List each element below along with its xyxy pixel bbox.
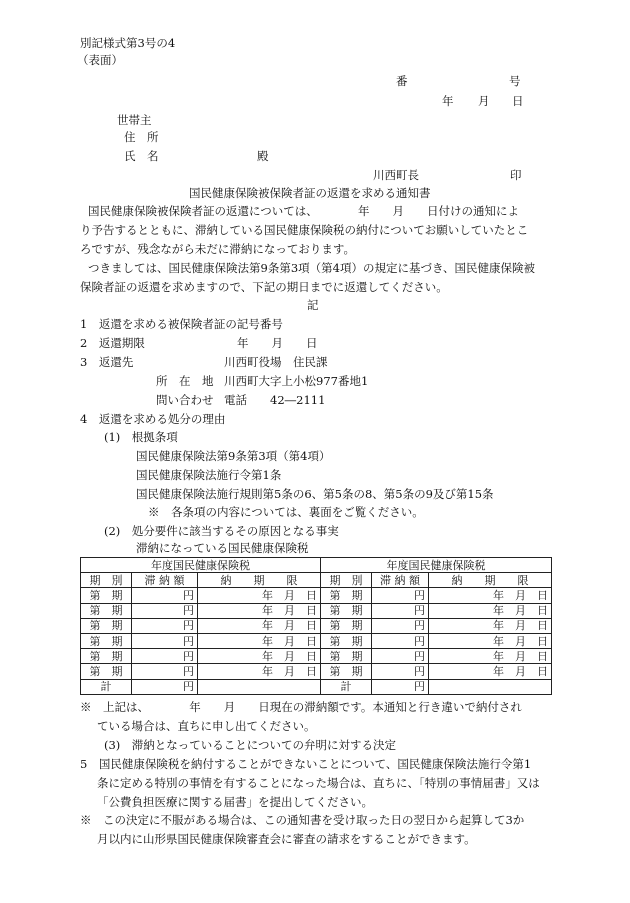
body-p2-line1: つきましては、国民健康保険法第9条第3項（第4項）の規定に基づき、国民健康保険被 (88, 261, 535, 275)
date-day: 日 (512, 94, 524, 108)
name-label: 氏 名 (124, 149, 159, 163)
table-group-header-row (81, 558, 552, 573)
side-label: （表面） (77, 53, 123, 67)
total-yen-left: 円 (132, 679, 198, 694)
term-left-cell: 第 期 (81, 633, 132, 648)
law-2: 国民健康保険法施行令第1条 (136, 468, 282, 482)
total-empty-right (429, 679, 552, 694)
due-right-cell: 年 月 日 (429, 633, 552, 648)
table-row (81, 633, 552, 648)
item-3-address: 川西町大字上小松977番地1 (224, 374, 369, 388)
total-label-left: 計 (81, 679, 132, 694)
item-4-3: (3) 滞納となっていることについての弁明に対する決定 (104, 738, 397, 752)
amount-right-cell: 円 (372, 603, 429, 618)
address-label: 住 所 (124, 130, 159, 144)
document-title: 国民健康保険被保険者証の返還を求める通知書 (189, 186, 431, 200)
total-empty-left (198, 679, 321, 694)
due-right-cell: 年 月 日 (429, 618, 552, 633)
col-amount-left: 滞 納 額 (132, 573, 198, 588)
item-2-label: 2 返還期限 (80, 336, 145, 350)
arrears-table (80, 557, 552, 695)
term-left-cell: 第 期 (81, 649, 132, 664)
table-total-row (81, 679, 552, 694)
table-row (81, 649, 552, 664)
body-p1-line1: 国民健康保険被保険者証の返還については、 年 月 日付けの通知によ (88, 204, 520, 218)
due-left-cell: 年 月 日 (198, 633, 321, 648)
amount-left-cell: 円 (132, 664, 198, 679)
group-header-left: 年度国民健康保険税 (81, 558, 321, 573)
col-term-left: 期 別 (81, 573, 132, 588)
due-left-cell: 年 月 日 (198, 618, 321, 633)
due-left-cell: 年 月 日 (198, 603, 321, 618)
item-3-tel-label: 問い合わせ (156, 393, 214, 407)
law-3: 国民健康保険法施行規則第5条の6、第5条の8、第5条の9及び第15条 (136, 487, 494, 501)
term-left-cell: 第 期 (81, 618, 132, 633)
item-4-2: (2) 処分要件に該当するその原因となる事実 (104, 524, 339, 538)
item-5-line2: 条に定める特別の事情を有することになった場合は、直ちに、「特別の事情届書」又は (97, 776, 540, 790)
amount-right-cell: 円 (372, 649, 429, 664)
due-right-cell: 年 月 日 (429, 603, 552, 618)
item-3-address-label: 所 在 地 (156, 374, 214, 388)
item-3-destination: 川西町役場 住民課 (224, 355, 328, 369)
law-1: 国民健康保険法第9条第3項（第4項） (136, 449, 331, 463)
col-term-right: 期 別 (321, 573, 372, 588)
item-2-date: 年 月 日 (237, 336, 318, 350)
amount-right-cell: 円 (372, 664, 429, 679)
total-yen-right: 円 (372, 679, 429, 694)
amount-left-cell: 円 (132, 649, 198, 664)
term-left-cell: 第 期 (81, 588, 132, 603)
amount-left-cell: 円 (132, 633, 198, 648)
total-label-right: 計 (321, 679, 372, 694)
table-row (81, 588, 552, 603)
due-left-cell: 年 月 日 (198, 649, 321, 664)
number-label: 番 (396, 74, 408, 88)
amount-left-cell: 円 (132, 618, 198, 633)
term-right-cell: 第 期 (321, 588, 372, 603)
amount-right-cell: 円 (372, 588, 429, 603)
appeal-line1: ※ この決定に不服がある場合は、この通知書を受け取った日の翌日から起算して3か (80, 813, 525, 827)
body-p2-line2: 保険者証の返還を求めますので、下記の期日までに返還してください。 (80, 280, 448, 294)
date-month: 月 (478, 94, 490, 108)
note-1-line1: ※ 上記は、 年 月 日現在の滞納額です。本通知と行き違いで納付され (80, 700, 522, 714)
table-row (81, 664, 552, 679)
amount-right-cell: 円 (372, 633, 429, 648)
term-left-cell: 第 期 (81, 664, 132, 679)
household-label: 世帯主 (117, 113, 152, 127)
table-row (81, 618, 552, 633)
amount-left-cell: 円 (132, 603, 198, 618)
form-code: 別記様式第3号の4 (80, 36, 176, 50)
col-amount-right: 滞 納 額 (372, 573, 429, 588)
col-due-right: 納 期 限 (429, 573, 552, 588)
item-4-1: (1) 根拠条項 (104, 430, 178, 444)
table-column-header-row (81, 573, 552, 588)
number-suffix: 号 (509, 74, 521, 88)
item-4: 4 返還を求める処分の理由 (80, 412, 226, 426)
table-row (81, 603, 552, 618)
term-right-cell: 第 期 (321, 618, 372, 633)
group-header-right: 年度国民健康保険税 (321, 558, 552, 573)
date-year: 年 (442, 94, 454, 108)
due-right-cell: 年 月 日 (429, 588, 552, 603)
item-1: 1 返還を求める被保険者証の記号番号 (80, 317, 283, 331)
item-5-line1: 5 国民健康保険税を納付することができないことについて、国民健康保険法施行令第1 (80, 757, 532, 771)
table-body (81, 588, 552, 679)
amount-left-cell: 円 (132, 588, 198, 603)
col-due-left: 納 期 限 (198, 573, 321, 588)
table-caption: 滞納になっている国民健康保険税 (136, 541, 309, 555)
due-right-cell: 年 月 日 (429, 664, 552, 679)
term-right-cell: 第 期 (321, 603, 372, 618)
term-left-cell: 第 期 (81, 603, 132, 618)
term-right-cell: 第 期 (321, 649, 372, 664)
due-right-cell: 年 月 日 (429, 649, 552, 664)
amount-right-cell: 円 (372, 618, 429, 633)
due-left-cell: 年 月 日 (198, 588, 321, 603)
term-right-cell: 第 期 (321, 664, 372, 679)
ki-mark: 記 (307, 298, 319, 312)
body-p1-line2: り予告するとともに、滞納している国民健康保険税の納付についてお願いしていたとこ (80, 223, 529, 237)
body-p1-line3: ろですが、残念ながら未だに滞納になっております。 (80, 242, 355, 256)
due-left-cell: 年 月 日 (198, 664, 321, 679)
appeal-line2: 月以内に山形県国民健康保険審査会に審査の請求をすることができます。 (97, 832, 476, 846)
item-5-line3: 「公費負担医療に関する届書」を提出してください。 (97, 795, 373, 809)
sender-name: 川西町長 (373, 168, 419, 182)
item-3-label: 3 返還先 (80, 355, 134, 369)
seal-mark: 印 (510, 168, 522, 182)
note-1-line2: ている場合は、直ちに申し出てください。 (97, 719, 316, 733)
honorific: 殿 (257, 149, 269, 163)
term-right-cell: 第 期 (321, 633, 372, 648)
law-note: ※ 各条項の内容については、裏面をご覧ください。 (148, 505, 424, 519)
item-3-tel: 電話 42―2111 (224, 393, 326, 407)
